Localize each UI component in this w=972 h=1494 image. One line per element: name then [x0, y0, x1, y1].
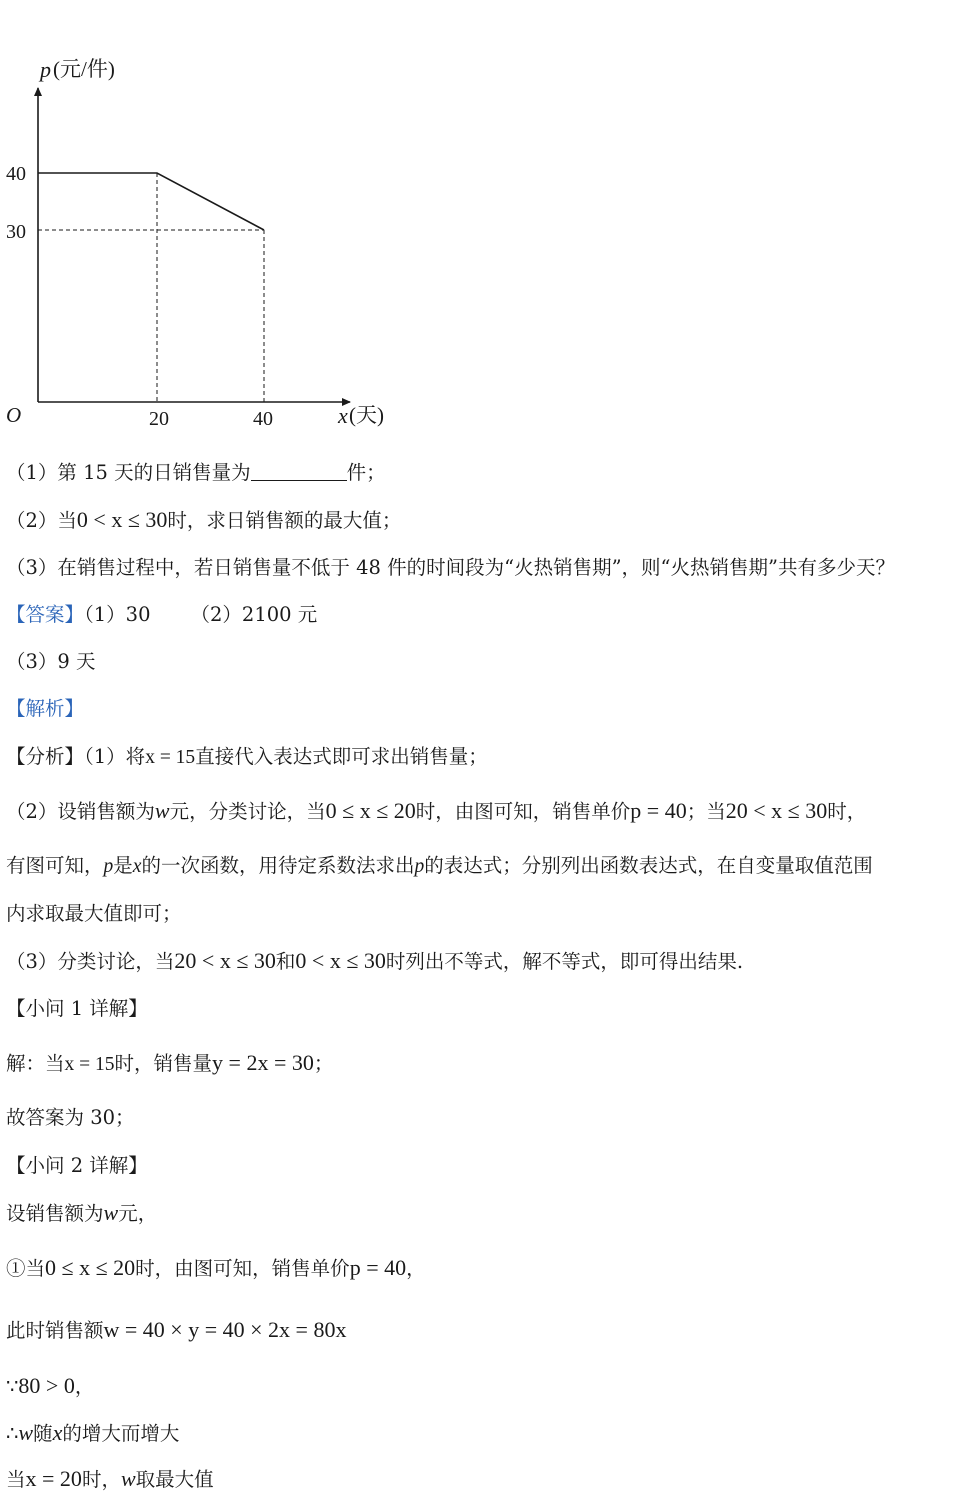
- origin-label: O: [6, 403, 22, 427]
- x-tick-40: 40: [253, 408, 273, 430]
- x-axis-unit: (天): [349, 403, 384, 427]
- detail-1-line-2: 故答案为 30；: [6, 1106, 135, 1129]
- detail-2-line-5: ∴w随x的增大而增大: [6, 1420, 180, 1445]
- price-line: [38, 173, 264, 230]
- question-1: （1）第 15 天的日销售量为 件；: [6, 461, 386, 484]
- detail-2-line-4: ∵80 > 0，: [6, 1373, 95, 1398]
- detail-1-line-1: 解：当x = 15时，销售量y = 2x = 30；: [6, 1050, 334, 1075]
- analysis-line-1: 【分析】（1）将x = 15直接代入表达式即可求出销售量；: [6, 745, 488, 768]
- detail-2-line-1: 设销售额为w元，: [6, 1200, 158, 1225]
- analysis-line-3: 有图可知，p是x的一次函数，用待定系数法求出p的表达式；分别列出函数表达式，在自变量取值范围: [6, 854, 873, 877]
- y-axis-var: p: [40, 57, 51, 82]
- detail-2-tag: 【小问 2 详解】: [6, 1154, 148, 1177]
- detail-2-line-6: 当x = 20时，w取最大值: [6, 1466, 214, 1491]
- question-2: （2）当0 < x ≤ 30时，求日销售额的最大值；: [6, 507, 402, 532]
- analysis-line-4: 内求取最大值即可；: [6, 902, 182, 925]
- answer-tag: 【答案】: [6, 603, 85, 626]
- answer-line-2: （3）9 天: [6, 650, 96, 673]
- inequality: 0 < x ≤ 30: [76, 507, 168, 532]
- analysis-line-5: （3）分类讨论，当20 < x ≤ 30和0 < x ≤ 30时列出不等式，解不等式，即可得出结果.: [6, 948, 744, 973]
- y-axis-unit: (元/件): [53, 57, 115, 81]
- detail-2-line-2: ①当0 ≤ x ≤ 20时，由图可知，销售单价p = 40，: [6, 1255, 426, 1280]
- answer-line-1: 【答案】（1）30 （2）2100 元: [6, 603, 318, 626]
- price-time-graph: [0, 40, 420, 440]
- x-axis-var: x: [338, 403, 348, 428]
- x-tick-20: 20: [149, 408, 169, 430]
- y-tick-40: 40: [6, 163, 26, 185]
- answer-blank: [251, 460, 347, 481]
- question-3: （3）在销售过程中，若日销售量不低于 48 件的时间段为“火热销售期”，则“火热销售期”共有多少天？: [6, 556, 895, 579]
- detail-1-tag: 【小问 1 详解】: [6, 997, 148, 1020]
- detail-2-line-3: 此时销售额w = 40 × y = 40 × 2x = 80x: [6, 1317, 347, 1342]
- analysis-tag: 【解析】: [6, 697, 85, 720]
- y-tick-30: 30: [6, 221, 26, 243]
- analysis-line-2: （2）设销售额为w元，分类讨论，当0 ≤ x ≤ 20时，由图可知，销售单价p = 40；当20 < x ≤ 30时，: [6, 798, 867, 823]
